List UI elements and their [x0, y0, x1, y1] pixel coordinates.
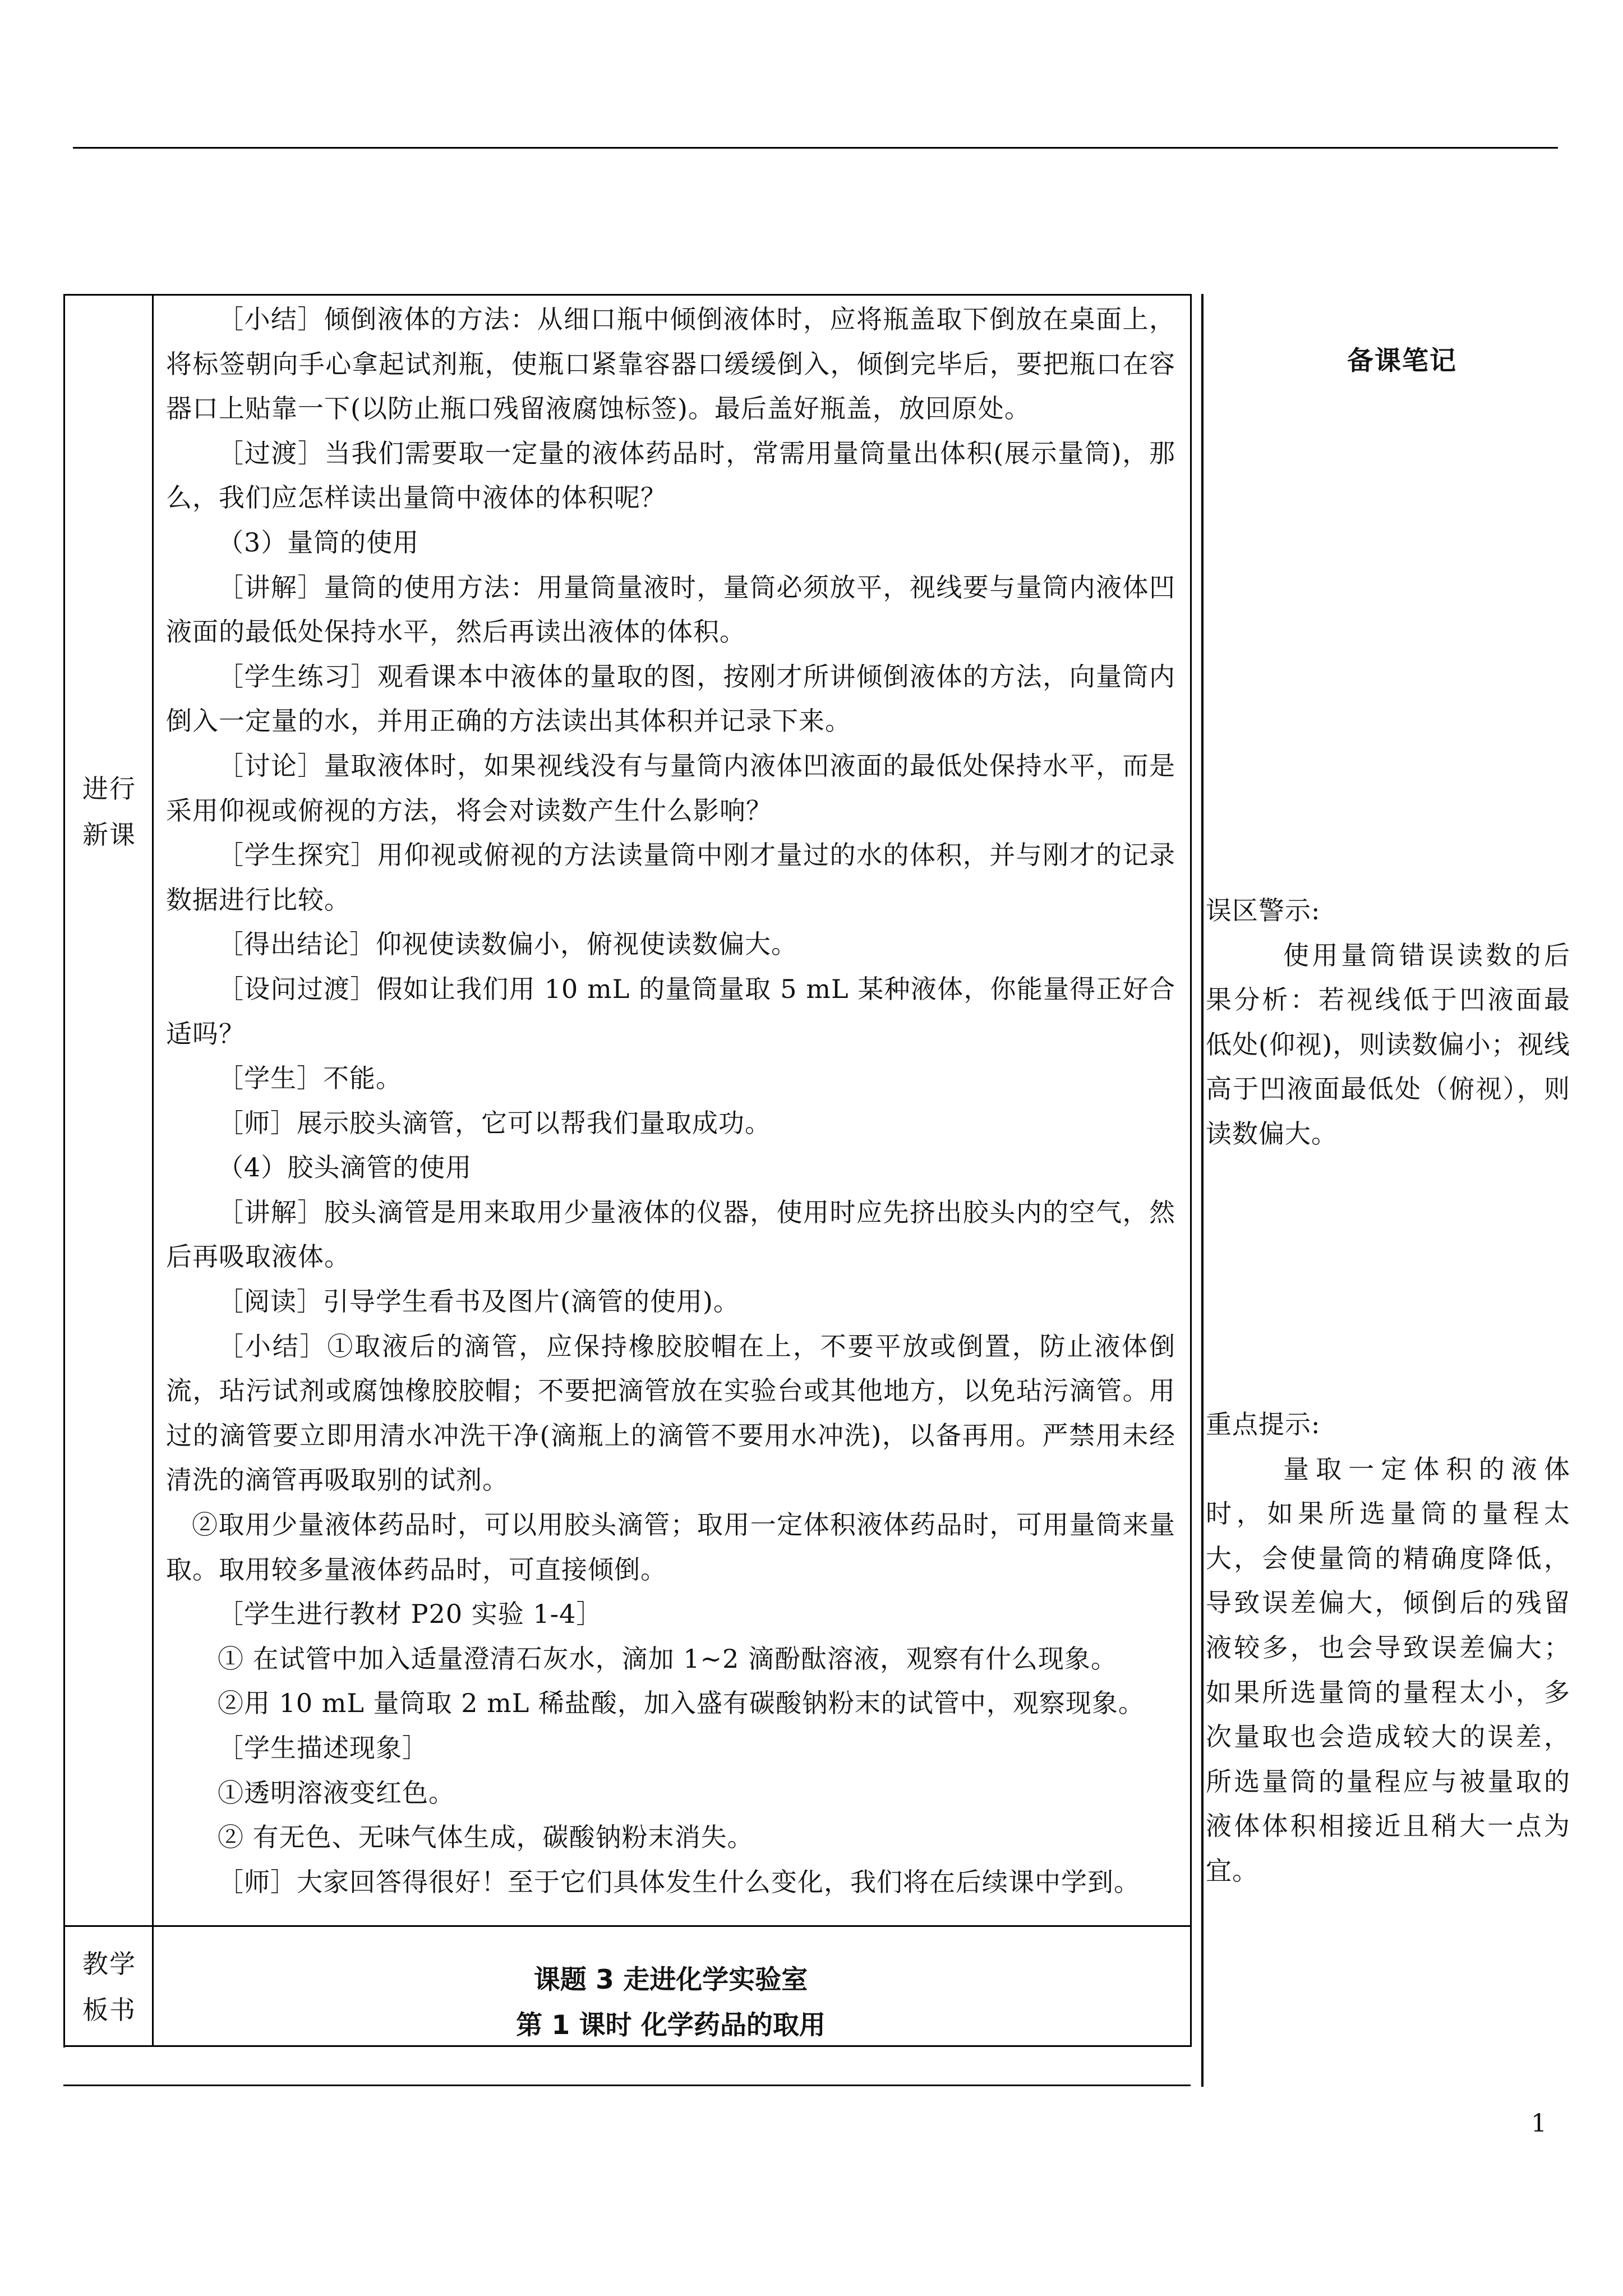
table-inner-right-border [1190, 294, 1192, 2047]
table-column-divider [152, 294, 154, 2047]
paragraph-conclusion: ［得出结论］仰视使读数偏小，俯视使读数偏大。 [218, 929, 797, 960]
paragraph-describe-heading: ［学生描述现象］ [218, 1733, 428, 1763]
paragraph-summary-dropper: ［小结］①取液后的滴管，应保持橡胶胶帽在上，不要平放或倒置，防止液体倒流，玷污试剂或腐蚀橡胶胶帽；不要把滴管放在实验台或其他地方，以免玷污滴管。用过的滴管要立即用清水冲洗干净(滴瓶上的滴管不要用水冲洗)，以备再用。严禁用未经清洗的滴管再吸取别的试剂。 [166, 1331, 1175, 1496]
key-note [1206, 1402, 1570, 1894]
key-body: 量取一定体积的液体时，如果所选量筒的量程太大，会使量筒的精确度降低，导致误差偏大，倾倒后的残留液较多，也会导致误差偏大；如果所选量筒的量程太小，多次量取也会造成较大的误差，所选量筒的量程应与被量取的液体体积相接近且稍大一点为宜。 [1206, 1453, 1570, 1886]
paragraph-question: ［设问过渡］假如让我们用 10 mL 的量筒量取 5 mL 某种液体，你能量得正好合适吗？ [166, 973, 1175, 1049]
section-label-board: 教学板书 [82, 1949, 136, 2025]
table-row-divider [63, 1925, 1192, 1927]
warning-heading: 误区警示: [1206, 895, 1321, 926]
notes-title: 备课笔记 [1347, 346, 1457, 376]
paragraph-student-inquiry: ［学生探究］用仰视或俯视的方法读量筒中刚才量过的水的体积，并与刚才的记录数据进行比较。 [166, 840, 1175, 915]
table-bottom-outer-line [63, 2085, 1191, 2086]
paragraph-summary-pouring: ［小结］倾倒液体的方法：从细口瓶中倾倒液体时，应将瓶盖取下倒放在桌面上，将标签朝向手心拿起试剂瓶，使瓶口紧靠容器口缓缓倒入，倾倒完毕后，要把瓶口在容器口上贴靠一下(以防止瓶口残留液腐蚀标签)。最后盖好瓶盖，放回原处。 [166, 304, 1175, 424]
page-number: 1 [1531, 2109, 1547, 2138]
paragraph-heading-dropper: （4）胶头滴管的使用 [218, 1152, 472, 1183]
paragraph-reading: ［阅读］引导学生看书及图片(滴管的使用)。 [218, 1286, 740, 1317]
board-title-line-1: 课题 3 走进化学实验室 [533, 1964, 808, 1995]
paragraph-student-answer: ［学生］不能。 [218, 1063, 402, 1094]
paragraph-transition: ［过渡］当我们需要取一定量的液体药品时，常需用量筒量出体积(展示量筒)，那么，我们应怎样读出量筒中液体的体积呢？ [166, 438, 1175, 513]
notes-column-border [1201, 294, 1204, 2087]
paragraph-experiment-step-2: ②用 10 mL 量筒取 2 mL 稀盐酸，加入盛有碳酸钠粉末的试管中，观察现象。 [218, 1688, 1145, 1719]
paragraph-teacher-dropper: ［师］展示胶头滴管，它可以帮我们量取成功。 [218, 1107, 771, 1138]
table-bottom-border [63, 2045, 1192, 2047]
paragraph-observation-2: ② 有无色、无味气体生成，碳酸钠粉末消失。 [218, 1822, 754, 1853]
paragraph-heading-cylinder: （3）量筒的使用 [218, 527, 419, 558]
board-title-line-2: 第 1 课时 化学药品的取用 [516, 2010, 826, 2041]
lesson-body [166, 297, 1175, 1904]
paragraph-teacher-closing: ［师］大家回答得很好！至于它们具体发生什么变化，我们将在后续课中学到。 [218, 1866, 1140, 1897]
paragraph-student-practice: ［学生练习］观看课本中液体的量取的图，按刚才所讲倾倒液体的方法，向量筒内倒入一定量的水，并用正确的方法读出其体积并记录下来。 [166, 661, 1175, 737]
table-left-border [63, 294, 65, 2047]
paragraph-observation-1: ①透明溶液变红色。 [218, 1777, 455, 1808]
paragraph-taking-liquids: ②取用少量液体药品时，可以用胶头滴管；取用一定体积液体药品时，可用量筒来量取。取用较多量液体药品时，可直接倾倒。 [166, 1510, 1175, 1585]
warning-note [1206, 889, 1570, 1157]
paragraph-experiment-step-1: ① 在试管中加入适量澄清石灰水，滴加 1~2 滴酚酞溶液，观察有什么现象。 [218, 1643, 1117, 1674]
paragraph-experiment-heading: ［学生进行教材 P20 实验 1-4］ [218, 1599, 603, 1630]
section-label-new-lesson: 进行新课 [82, 774, 136, 850]
table-top-border [63, 294, 1192, 296]
paragraph-explain-cylinder: ［讲解］量筒的使用方法：用量筒量液时，量筒必须放平，视线要与量筒内液体凹液面的最低处保持水平，然后再读出液体的体积。 [166, 572, 1175, 647]
paragraph-explain-dropper: ［讲解］胶头滴管是用来取用少量液体的仪器，使用时应先挤出胶头内的空气，然后再吸取液体。 [166, 1197, 1175, 1272]
paragraph-discussion: ［讨论］量取液体时，如果视线没有与量筒内液体凹液面的最低处保持水平，而是采用仰视或俯视的方法，将会对读数产生什么影响？ [166, 750, 1175, 826]
header-rule [73, 147, 1558, 149]
warning-body: 使用量筒错误读数的后果分析：若视线低于凹液面最低处(仰视)，则读数偏小；视线高于凹液面最低处（俯视），则读数偏大。 [1206, 940, 1570, 1149]
key-heading: 重点提示: [1206, 1409, 1321, 1439]
